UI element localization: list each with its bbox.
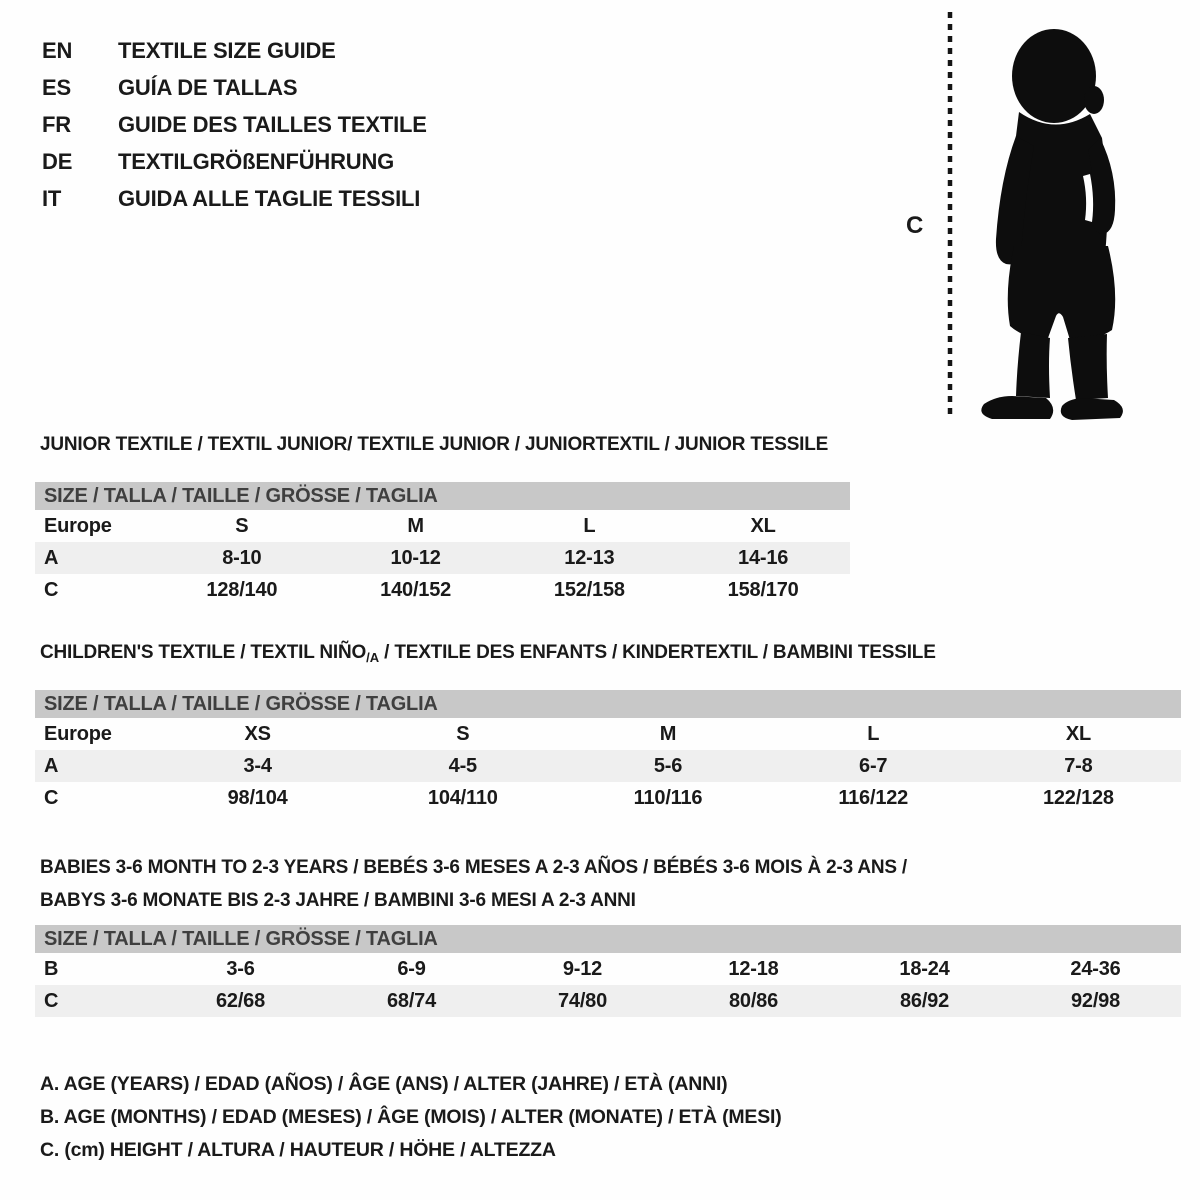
size-header-bar: SIZE / TALLA / TAILLE / GRÖSSE / TAGLIA bbox=[35, 925, 1181, 953]
row-label: B bbox=[44, 958, 59, 980]
section-childrens-textile bbox=[35, 642, 1181, 814]
table-row bbox=[35, 985, 1181, 1017]
cell-value: XL bbox=[750, 515, 776, 537]
language-title: TEXTILGRÖßENFÜHRUNG bbox=[118, 149, 395, 174]
cell-value: 140/152 bbox=[380, 579, 452, 601]
cell-value: 122/128 bbox=[1042, 787, 1114, 809]
title-line: BABYS 3-6 MONATE BIS 2-3 JAHRE / BAMBINI 3-6 MESI A 2-3 ANNI bbox=[40, 890, 636, 911]
cell-value: 6-7 bbox=[859, 755, 888, 777]
size-header-bar: SIZE / TALLA / TAILLE / GRÖSSE / TAGLIA bbox=[35, 482, 850, 510]
cell-value: 8-10 bbox=[222, 547, 262, 569]
row-label: C bbox=[44, 990, 59, 1012]
section-junior-textile bbox=[35, 434, 850, 606]
title-line: BABIES 3-6 MONTH TO 2-3 YEARS / BEBÉS 3-6 MESES A 2-3 AÑOS / BÉBÉS 3-6 MOIS À 2-3 ANS / bbox=[40, 857, 908, 878]
language-title: GUIDA ALLE TAGLIE TESSILI bbox=[118, 186, 421, 211]
cell-value: 104/110 bbox=[427, 787, 498, 809]
cell-value: 14-16 bbox=[738, 547, 789, 569]
cell-value: M bbox=[407, 515, 424, 537]
cell-value: XL bbox=[1065, 723, 1091, 745]
footnote-line: A. AGE (YEARS) / EDAD (AÑOS) / ÂGE (ANS) / ALTER (JAHRE) / ETÀ (ANNI) bbox=[40, 1073, 728, 1095]
height-measure-dashed-line bbox=[946, 12, 954, 418]
table-row bbox=[35, 542, 850, 574]
row-label: A bbox=[44, 755, 59, 777]
cell-value: 12-18 bbox=[728, 958, 779, 980]
section-title bbox=[35, 642, 1181, 664]
cell-value: 86/92 bbox=[899, 990, 950, 1012]
footnote-line: C. (cm) HEIGHT / ALTURA / HAUTEUR / HÖHE / ALTEZZA bbox=[40, 1139, 556, 1161]
section-title: JUNIOR TEXTILE / TEXTIL JUNIOR/ TEXTILE JUNIOR / JUNIORTEXTIL / JUNIOR TESSILE bbox=[40, 434, 829, 455]
cell-value: 18-24 bbox=[899, 958, 950, 980]
cell-value: 3-6 bbox=[226, 958, 255, 980]
cell-value: 92/98 bbox=[1070, 990, 1121, 1012]
table-row bbox=[35, 782, 1181, 814]
cell-value: 152/158 bbox=[553, 579, 625, 601]
language-code: DE bbox=[42, 149, 73, 174]
cell-value: 116/122 bbox=[838, 787, 909, 809]
size-header-bar: SIZE / TALLA / TAILLE / GRÖSSE / TAGLIA bbox=[35, 690, 1181, 718]
language-title: TEXTILE SIZE GUIDE bbox=[118, 38, 336, 63]
row-label: C bbox=[44, 787, 59, 809]
language-code: ES bbox=[42, 75, 71, 100]
section-babies-textile bbox=[35, 851, 1181, 1017]
footnote-line: B. AGE (MONTHS) / EDAD (MESES) / ÂGE (MOIS) / ALTER (MONATE) / ETÀ (MESI) bbox=[40, 1106, 782, 1128]
table-row bbox=[35, 574, 850, 606]
cell-value: XS bbox=[244, 723, 271, 745]
cell-value: 5-6 bbox=[653, 755, 683, 777]
footnotes bbox=[40, 1068, 782, 1167]
cell-value: 3-4 bbox=[243, 755, 272, 777]
size-table bbox=[35, 718, 1181, 814]
cell-value: 68/74 bbox=[386, 990, 437, 1012]
table-row bbox=[35, 750, 1181, 782]
language-title: GUIDE DES TAILLES TEXTILE bbox=[118, 112, 427, 137]
toddler-silhouette-icon bbox=[962, 14, 1146, 420]
cell-value: 74/80 bbox=[557, 990, 608, 1012]
section-title bbox=[35, 851, 1181, 917]
cell-value: 7-8 bbox=[1064, 755, 1093, 777]
cell-value: S bbox=[456, 723, 470, 745]
language-code: FR bbox=[42, 112, 71, 137]
cell-value: 12-13 bbox=[564, 547, 615, 569]
cell-value: 9-12 bbox=[562, 958, 603, 980]
row-label: C bbox=[44, 579, 59, 601]
cell-value: M bbox=[659, 723, 677, 745]
cell-value: 80/86 bbox=[728, 990, 779, 1012]
language-code: IT bbox=[42, 186, 62, 211]
cell-value: 62/68 bbox=[215, 990, 266, 1012]
size-table bbox=[35, 953, 1181, 1017]
table-row bbox=[35, 510, 850, 542]
row-label: Europe bbox=[44, 723, 112, 745]
table-row bbox=[35, 953, 1181, 985]
size-table bbox=[35, 510, 850, 606]
language-title: GUÍA DE TALLAS bbox=[118, 75, 298, 100]
cell-value: 4-5 bbox=[448, 755, 477, 777]
toddler-figure bbox=[0, 0, 1200, 430]
title-subscript: /A bbox=[366, 650, 380, 665]
cell-value: 10-12 bbox=[390, 547, 441, 569]
height-measure-label: C bbox=[906, 212, 924, 239]
cell-value: 128/140 bbox=[206, 579, 278, 601]
cell-value: 24-36 bbox=[1070, 958, 1121, 980]
cell-value: L bbox=[583, 515, 596, 537]
cell-value: 158/170 bbox=[727, 579, 799, 601]
title-text: / TEXTILE DES ENFANTS / KINDERTEXTIL / BAMBINI TESSILE bbox=[379, 642, 936, 663]
row-label: A bbox=[44, 547, 59, 569]
cell-value: 110/116 bbox=[633, 787, 703, 809]
cell-value: 98/104 bbox=[227, 787, 288, 809]
row-label: Europe bbox=[44, 515, 112, 537]
language-code: EN bbox=[42, 38, 73, 63]
title-text: CHILDREN'S TEXTILE / TEXTIL NIÑO bbox=[40, 642, 367, 663]
cell-value: S bbox=[235, 515, 249, 537]
table-row bbox=[35, 718, 1181, 750]
cell-value: 6-9 bbox=[397, 958, 426, 980]
cell-value: L bbox=[867, 723, 880, 745]
